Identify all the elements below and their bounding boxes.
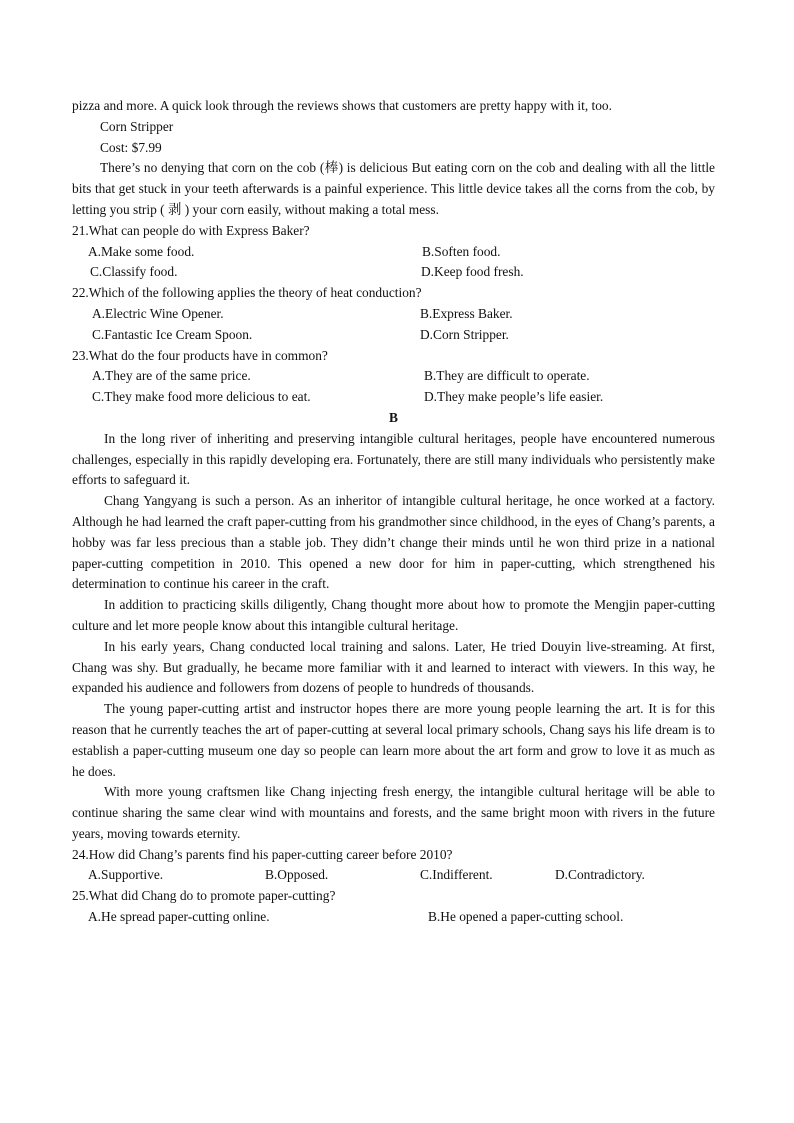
question-21-option-c: C.Classify food. [90, 264, 178, 280]
question-21-stem: 21.What can people do with Express Baker? [72, 222, 310, 238]
question-22-option-a: A.Electric Wine Opener. [92, 305, 224, 321]
question-23-options-row-1 [72, 366, 715, 387]
question-24-options-row [72, 865, 715, 886]
section-b-paragraph: In the long river of inheriting and preserving intangible cultural heritages, people have encountered numerous challenges, especially in this rapidly developing era. Fortunately, there are still many individuals who persistently make efforts to safeguard it. [72, 430, 715, 488]
section-b-paragraph: The young paper-cutting artist and instructor hopes there are more young people learning the art. It is for this reason that he currently teaches the art of paper-cutting at several local primary schools, Chang says his life dream is to establish a paper-cutting museum one day so people can learn more about the art form and grow to love it as much as he does. [72, 701, 715, 779]
question-24-stem: 24.How did Chang’s parents find his paper-cutting career before 2010? [72, 846, 453, 862]
question-24-option-c: C.Indifferent. [420, 867, 493, 883]
question-22-option-b: B.Express Baker. [420, 305, 513, 321]
product-cost: Cost: $7.99 [100, 139, 162, 155]
question-21-option-b: B.Soften food. [422, 243, 501, 259]
question-22-stem: 22.Which of the following applies the theory of heat conduction? [72, 285, 422, 301]
section-b-paragraph: In addition to practicing skills diligently, Chang thought more about how to promote the Mengjin paper-cutting culture and let more people know about this intangible cultural heritage. [72, 597, 715, 633]
question-23-stem: 23.What do the four products have in common? [72, 347, 328, 363]
question-24-option-d: D.Contradictory. [555, 867, 645, 883]
section-b-paragraph: With more young craftsmen like Chang injecting fresh energy, the intangible cultural heritage will be able to continue sharing the same clear wind with mountains and forests, and the same bright moon with rivers in the future years, moving towards eternity. [72, 784, 715, 841]
question-25-option-a: A.He spread paper-cutting online. [88, 909, 270, 925]
question-23-options-row-2 [72, 387, 715, 408]
question-23-option-c: C.They make food more delicious to eat. [92, 389, 311, 405]
question-25-stem: 25.What did Chang do to promote paper-cutting? [72, 888, 336, 904]
question-21-options-row-2 [72, 262, 715, 283]
question-23-option-a: A.They are of the same price. [92, 368, 251, 384]
question-24-option-b: B.Opposed. [265, 867, 329, 883]
question-24-option-a: A.Supportive. [88, 867, 164, 883]
product-description: There’s no denying that corn on the cob (棒) is delicious But eating corn on the cob and dealing with all the little bits that get stuck in your teeth afterwards is a painful experience. This little device takes all the corns from the cob, by letting you strip ( 剥 ) your corn easily, without making a total mess. [72, 160, 715, 217]
page-content [72, 96, 715, 928]
question-22-options-row-1 [72, 304, 715, 325]
question-21-option-d: D.Keep food fresh. [421, 264, 524, 280]
section-b-paragraph: In his early years, Chang conducted local training and salons. Later, He tried Douyin live-streaming. At first, Chang was shy. But gradually, he became more familiar with it and learned to interact with viewers. In this way, he expanded his audience and followers from dozens of people to hundreds of thousands. [72, 638, 715, 696]
question-23-option-b: B.They are difficult to operate. [424, 368, 590, 384]
question-21-option-a: A.Make some food. [88, 243, 195, 259]
section-b-paragraph: Chang Yangyang is such a person. As an inheritor of intangible cultural heritage, he once worked at a factory. Although he had learned the craft paper-cutting from his grandmother since childhood, in the eyes of Chang’s parents, a hobby was far less precious than a stable job. They didn’t change their minds until he won third prize in a national paper-cutting competition in 2010. This opened a new door for him in paper-cutting, which strengthened his determination to continue his career in the craft. [72, 493, 715, 592]
question-22-option-d: D.Corn Stripper. [420, 326, 509, 342]
question-22-option-c: C.Fantastic Ice Cream Spoon. [92, 326, 253, 342]
question-25-options-row [72, 907, 715, 928]
passage-a-intro: pizza and more. A quick look through the reviews shows that customers are pretty happy with it, too. [72, 98, 612, 113]
product-name: Corn Stripper [100, 118, 174, 134]
question-22-options-row-2 [72, 325, 715, 346]
section-b-heading: B [389, 409, 398, 425]
question-25-option-b: B.He opened a paper-cutting school. [428, 909, 624, 925]
question-21-options-row-1 [72, 242, 715, 263]
question-23-option-d: D.They make people’s life easier. [424, 389, 604, 405]
